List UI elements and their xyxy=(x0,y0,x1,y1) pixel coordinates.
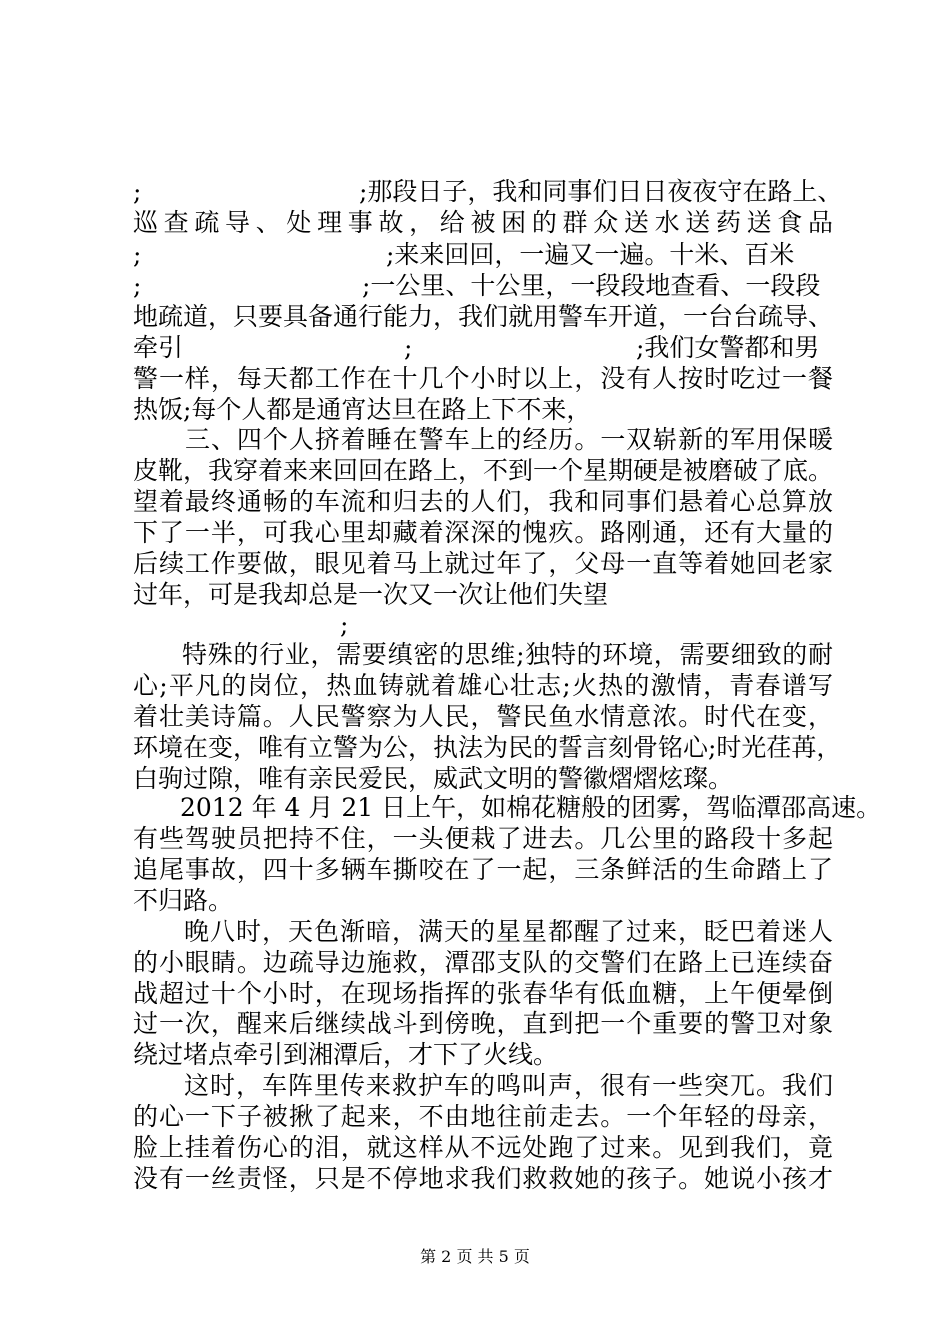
text-line-21: 2012 年 4 月 21 日上午，如棉花糖般的团雾，驾临潭邵高速。 xyxy=(180,793,882,822)
text-line-8: 热饭;每个人都是通宵达旦在路上下不来， xyxy=(133,395,592,424)
text-line-7: 警一样，每天都工作在十几个小时以上，没有人按时吃过一餐 xyxy=(133,364,833,393)
text-line-26: 的小眼睛。边疏导边施救，潭邵支队的交警们在路上已连续奋 xyxy=(133,948,833,977)
text-line-31: 的心一下子被揪了起来，不由地往前走去。一个年轻的母亲， xyxy=(133,1102,833,1131)
text-line-10: 皮靴，我穿着来来回回在路上，不到一个星期硬是被磨破了底。 xyxy=(133,456,834,485)
text-line-9: 三、四个人挤着睡在警车上的经历。一双崭新的军用保暖 xyxy=(185,425,833,454)
text-line-11: 望着最终通畅的车流和归去的人们，我和同事们悬着心总算放 xyxy=(133,487,833,516)
text-line-17: 心;平凡的岗位，热血铸就着雄心壮志;火热的激情，青春谱写 xyxy=(133,671,833,700)
text-line-29: 绕过堵点牵引到湘潭后，才下了火线。 xyxy=(133,1040,559,1069)
text-line-15: ; xyxy=(340,610,349,639)
text-line-14: 过年，可是我却总是一次又一次让他们失望 xyxy=(133,580,609,609)
text-fragment: ;我们女警都和男 xyxy=(636,333,820,362)
text-line-5: 地疏道，只要具备通行能力，我们就用警车开道，一台台疏导、 xyxy=(133,302,834,331)
text-line-18: 着壮美诗篇。人民警察为人民，警民鱼水情意浓。时代在变， xyxy=(133,702,833,731)
text-fragment: ; xyxy=(133,177,142,206)
text-fragment: ;来来回回，一遍又一遍。十米、百米 xyxy=(386,240,795,269)
text-fragment: ;那段日子，我和同事们日日夜夜守在路上、 xyxy=(359,177,843,206)
page-footer: 第 2 页 共 5 页 xyxy=(420,1247,530,1266)
text-line-2: 巡查疏导、处理事故，给被困的群众送水送药送食品 xyxy=(133,208,833,237)
text-fragment: ;一公里、十公里，一段段地查看、一段段 xyxy=(362,271,821,300)
text-line-25: 晚八时，天色渐暗，满天的星星都醒了过来，眨巴着迷人 xyxy=(184,917,833,946)
text-line-30: 这时，车阵里传来救护车的鸣叫声，很有一些突兀。我们 xyxy=(184,1071,833,1100)
text-line-24: 不归路。 xyxy=(133,886,234,915)
text-line-23: 追尾事故，四十多辆车撕咬在了一起，三条鲜活的生命踏上了 xyxy=(133,855,833,884)
text-line-32: 脸上挂着伤心的泪，就这样从不远处跑了过来。见到我们，竟 xyxy=(133,1133,833,1162)
text-line-19: 环境在变，唯有立警为公，执法为民的誓言刻骨铭心;时光荏苒， xyxy=(133,733,842,762)
text-line-33: 没有一丝责怪，只是不停地求我们救救她的孩子。她说小孩才 xyxy=(133,1164,833,1193)
text-line-20: 白驹过隙，唯有亲民爱民，威武文明的警徽熠熠炫璨。 xyxy=(133,764,734,793)
text-fragment: ; xyxy=(404,333,413,362)
text-line-22: 有些驾驶员把持不住，一头便栽了进去。几公里的路段十多起 xyxy=(133,824,833,853)
text-fragment: ; xyxy=(133,271,142,300)
text-line-27: 战超过十个小时，在现场指挥的张春华有低血糖，上午便晕倒 xyxy=(133,979,833,1008)
text-line-28: 过一次，醒来后继续战斗到傍晚，直到把一个重要的警卫对象 xyxy=(133,1009,833,1038)
text-line-13: 后续工作要做，眼见着马上就过年了，父母一直等着她回老家 xyxy=(133,549,833,578)
text-fragment: ; xyxy=(133,240,142,269)
text-line-16: 特殊的行业，需要缜密的思维;独特的环境，需要细致的耐 xyxy=(182,640,833,669)
text-fragment: 牵引 xyxy=(133,333,184,362)
text-line-12: 下了一半，可我心里却藏着深深的愧疚。路刚通，还有大量的 xyxy=(133,518,833,547)
